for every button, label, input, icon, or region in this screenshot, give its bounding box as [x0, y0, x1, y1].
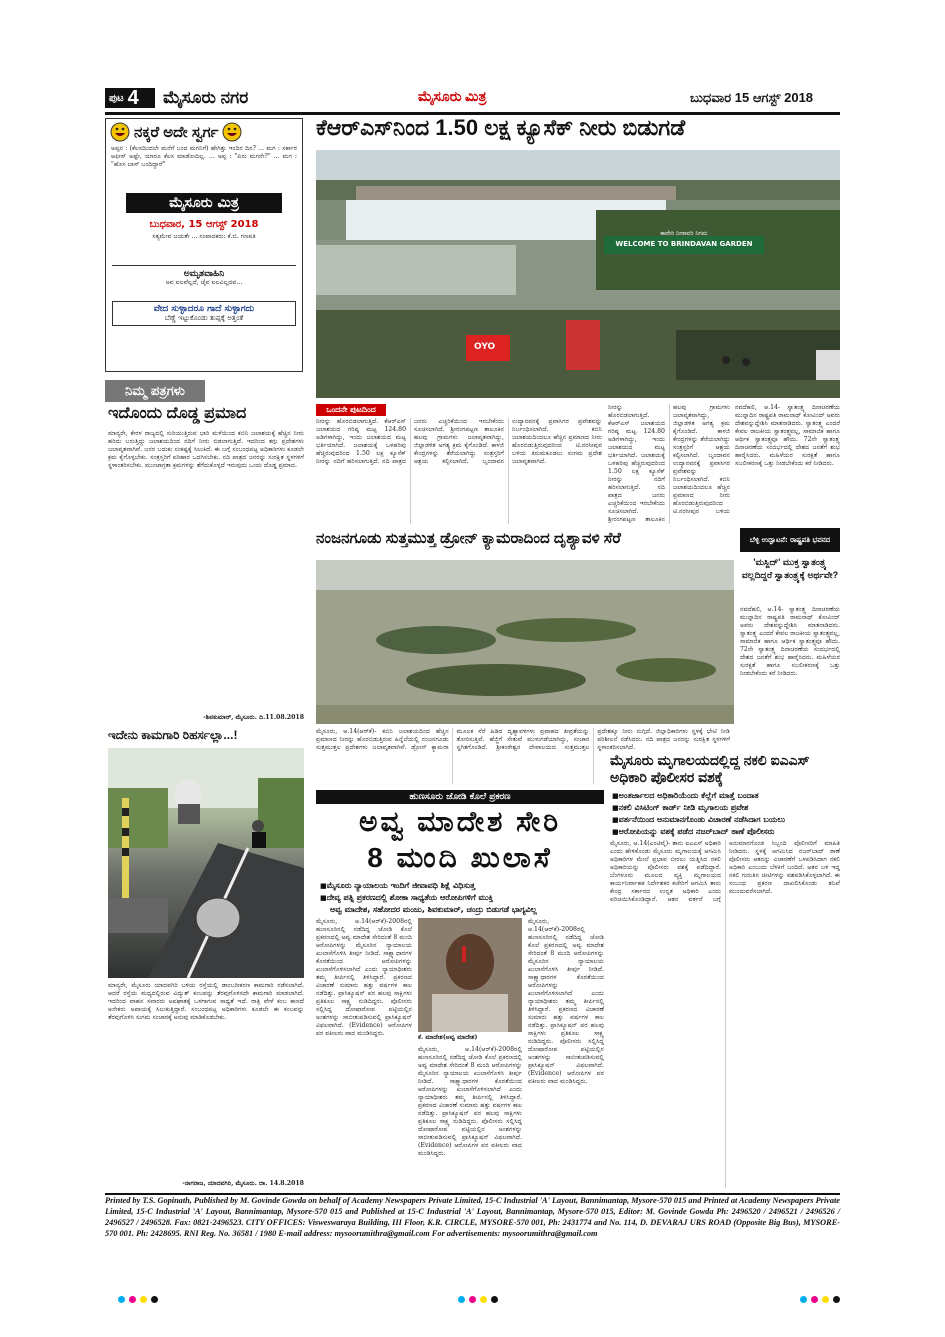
- issue-date: ಬುಧವಾರ 15 ಆಗಸ್ಟ್ 2018: [690, 90, 814, 105]
- main-story-body: ನೀರನ್ನು ಹೊರಬಿಡಲಾಗುತ್ತಿದೆ. ಕೆಆರ್‌ಎಸ್ ಜಲಾಶಯದ ಗರಿಷ್ಠ ಮಟ್ಟ 124.80 ಅಡಿಗಳಾಗಿದ್ದು, ಇಂದು ಜಲಾಶಯದ ಮಟ್ಟ ಭರ್ತಿಯಾಗಿದೆ. ಜಲಾಶಯಕ್ಕೆ ಒಳಹರಿವು ಹೆಚ್ಚಿರುವುದರಿಂದ 1.50 ಲಕ್ಷ ಕ್ಯೂಸೆಕ್ ನೀರನ್ನು ನದಿಗೆ ಹರಿಸಲಾಗುತ್ತಿದೆ. ನದಿ ಪಾತ್ರದ ಜನರು ಎಚ್ಚರಿಕೆಯಿಂದ ಇರಬೇಕೆಂದು ಸೂಚಿಸಲಾಗಿದೆ. ಶ್ರೀರಂಗಪಟ್ಟಣ ತಾಲೂಕಿನ ಹಲವು ಗ್ರಾಮಗಳು ಜಲಾವೃತವಾಗಿದ್ದು, ಜಿಲ್ಲಾಡಳಿತ ಅಗತ್ಯ ಕ್ರಮ ಕೈಗೊಂಡಿದೆ. ಕಾಳಜಿ ಕೇಂದ್ರಗಳನ್ನು ತೆರೆಯಲಾಗಿದ್ದು ಸಂತ್ರಸ್ತರಿಗೆ ಆಶ್ರಯ ಕಲ್ಪಿಸಲಾಗಿದೆ. ಬೃಂದಾವನ ಉದ್ಯಾನವನಕ್ಕೆ ಪ್ರವಾಸಿಗರ ಪ್ರವೇಶವನ್ನು ನಿರ್ಬಂಧಿಸಲಾಗಿದೆ. ಕಬಿನಿ ಜಲಾಶಯದಿಂದಲೂ ಹೆಚ್ಚಿನ ಪ್ರಮಾಣದ ನೀರು ಹೊರಬಿಡುತ್ತಿರುವುದರಿಂದ ಟಿ.ನರಸೀಪುರ ಬಳಿಯ ತಿರುಮಕೂಡಲು ಸಂಗಮ ಪ್ರದೇಶ ಜಲಾವೃತವಾಗಿದೆ.: [316, 418, 602, 465]
- cyan-dot: [800, 1296, 807, 1303]
- black-dot: [151, 1296, 158, 1303]
- letter1-signature: -ಶಿವಕುಮಾರ್, ಮೈಸೂರು. ದಿ.11.08.2018: [203, 714, 304, 721]
- drone-story-body: ಮೈಸೂರು, ಆ.14(ಆರ್‌ಕೆ)- ಕಬಿನಿ ಜಲಾಶಯದಿಂದ ಹೆಚ್ಚಿನ ಪ್ರಮಾಣದ ನೀರನ್ನು ಹೊರಬಿಡುತ್ತಿರುವ ಹಿನ್ನೆಲೆಯಲ್ಲಿ ನಂಜನಗೂಡು ಸುತ್ತಮುತ್ತಲ ಪ್ರದೇಶಗಳು ಜಲಾವೃತವಾಗಿವೆ. ಡ್ರೋನ್ ಕ್ಯಾಮರಾ ಮೂಲಕ ಸೆರೆ ಹಿಡಿದ ದೃಶ್ಯಾವಳಿಗಳು ಪ್ರವಾಹದ ತೀವ್ರತೆಯನ್ನು ತೋರಿಸುತ್ತಿವೆ. ಹೆಜ್ಜಿಗೆ ಸೇತುವೆ ಮುಳುಗಡೆಯಾಗಿದ್ದು, ಸಂಚಾರ ಸ್ಥಗಿತಗೊಂಡಿದೆ. ಶ್ರೀಕಂಠೇಶ್ವರ ದೇವಾಲಯದ ಸುತ್ತಮುತ್ತಲ ಪ್ರದೇಶಕ್ಕೂ ನೀರು ನುಗ್ಗಿದೆ. ಜಿಲ್ಲಾಧಿಕಾರಿಗಳು ಸ್ಥಳಕ್ಕೆ ಭೇಟಿ ನೀಡಿ ಪರಿಶೀಲನೆ ನಡೆಸಿದರು. ನದಿ ಪಾತ್ರದ ಜನರನ್ನು ಸುರಕ್ಷಿತ ಸ್ಥಳಗಳಿಗೆ ಸ್ಥಳಾಂತರಿಸಲಾಗಿದೆ.: [316, 728, 730, 751]
- court-story-body-mid: ಮೈಸೂರು, ಆ.14(ಆರ್‌ಕೆ)-2008ರಲ್ಲಿ ಹುಣಸೂರಿನಲ್ಲಿ ನಡೆದಿದ್ದ ಜೋಡಿ ಕೊಲೆ ಪ್ರಕರಣದಲ್ಲಿ ಅವ್ವ ಮಾದೇಶ ಸೇರಿದಂತೆ 8 ಮಂದಿ ಆರೋಪಿಗಳನ್ನು ಮೈಸೂರಿನ ನ್ಯಾಯಾಲಯ ಖುಲಾಸೆಗೊಳಿಸಿ ತೀರ್ಪು ನೀಡಿದೆ. ಸಾಕ್ಷ್ಯಾಧಾರಗಳ ಕೊರತೆಯಿಂದ ಆರೋಪಿಗಳನ್ನು ಖುಲಾಸೆಗೊಳಿಸಲಾಗಿದೆ ಎಂದು ನ್ಯಾಯಾಧೀಶರು ತಮ್ಮ ತೀರ್ಪಿನಲ್ಲಿ ತಿಳಿಸಿದ್ದಾರೆ. ಪ್ರಕರಣದ ವಿಚಾರಣೆ ಸುಮಾರು ಹತ್ತು ವರ್ಷಗಳ ಕಾಲ ನಡೆದಿತ್ತು. ಪ್ರಾಸಿಕ್ಯೂಷನ್ ಪರ ಹಲವು ಸಾಕ್ಷಿಗಳು ಪ್ರತಿಕೂಲ ಸಾಕ್ಷ್ಯ ನುಡಿದಿದ್ದರು. ಪೊಲೀಸರು ಸಲ್ಲಿಸಿದ್ದ ದೋಷಾರೋಪ ಪಟ್ಟಿಯಲ್ಲಿನ ಅಂಶಗಳನ್ನು ಸಾಬೀತುಪಡಿಸುವಲ್ಲಿ ಪ್ರಾಸಿಕ್ಯೂಷನ್ ವಿಫಲವಾಗಿದೆ. (Evidence) ಆರೋಪಿಗಳ ಪರ ವಕೀಲರು ವಾದ ಮಂಡಿಸಿದ್ದರು.: [418, 1046, 522, 1157]
- paper-name-banner: ಮೈಸೂರು ಮಿತ್ರ: [126, 193, 282, 213]
- court-kicker: ಹುಣಸೂರು ಜೋಡಿ ಕೊಲೆ ಪ್ರಕರಣ: [316, 790, 604, 804]
- box-lines: ಸತ್ಯಮೇವ ಜಯತೇ ... ಸಂಪಾದಕರು: ಕೆ.ಬಿ. ಗಣಪತಿ: [152, 233, 256, 240]
- accused-photo: [418, 918, 522, 1032]
- magenta-dot: [469, 1296, 476, 1303]
- court-subhead-2: ■ ದೇವ್ಯ ಪತ್ನಿ ಪ್ರಕರಣದಲ್ಲಿ ಶೋಕಾ ಸಾಧ್ಯತೆಯ ಆರೋಪಿಗಳಿಗೆ ಮುಕ್ತಿ: [320, 892, 604, 904]
- brindavan-sign-text: WELCOME TO BRINDAVAN GARDEN: [615, 240, 753, 248]
- main-headline: ಕೆಆರ್‌ಎಸ್‌ನಿಂದ 1.50 ಲಕ್ಷ ಕ್ಯೂಸೆಕ್ ನೀರು ಬಿಡುಗಡೆ: [316, 115, 686, 140]
- letter2-signature: -ನಾಗರಾಜ, ಯಾದವಗಿರಿ, ಮೈಸೂರು. ದಾ. 14.8.2018: [182, 1180, 304, 1187]
- registration-marks-right: [800, 1296, 840, 1303]
- side-story-top: [735, 404, 840, 524]
- letter1-text: ಮಾನ್ಯರೇ, ಕೇರಳ ರಾಜ್ಯದಲ್ಲಿ ಸುರಿಯುತ್ತಿರುವ ಭಾರಿ ಮಳೆಯಿಂದ ಕಬಿನಿ ಜಲಾಶಯಕ್ಕೆ ಹೆಚ್ಚಿನ ನೀರು ಹರಿದು ಬರುತ್ತಿದ್ದು ಜಲಾಶಯದಿಂದ ನದಿಗೆ ನೀರು ಬಿಡಲಾಗುತ್ತಿದೆ. ಇದರಿಂದ ತಗ್ಗು ಪ್ರದೇಶಗಳು ಜಲಾವೃತವಾಗಿವೆ. ಜನರ ಬದುಕು ಸಂಕಷ್ಟಕ್ಕೆ ಸಿಲುಕಿದೆ. ಈ ಬಗ್ಗೆ ಸಂಬಂಧಪಟ್ಟ ಅಧಿಕಾರಿಗಳು ಕೂಡಲೇ ಕ್ರಮ ಕೈಗೊಳ್ಳಬೇಕು. ಸಂತ್ರಸ್ತರಿಗೆ ಪರಿಹಾರ ಒದಗಿಸಬೇಕು. ನದಿ ಪಾತ್ರದ ಜನರನ್ನು ಸುರಕ್ಷಿತ ಸ್ಥಳಗಳಿಗೆ ಸ್ಥಳಾಂತರಿಸಬೇಕು. ಮುಂಜಾಗ್ರತಾ ಕ್ರಮಗಳನ್ನು ತೆಗೆದುಕೊಳ್ಳದೆ ಇರುವುದು ಒಂದು ದೊಡ್ಡ ಪ್ರಮಾದ.: [108, 430, 304, 469]
- black-dot: [491, 1296, 498, 1303]
- page-number-box: [105, 88, 155, 108]
- krs-dam-photo: [316, 150, 840, 398]
- zoo-bullet-4: ■ ಆರೋಪಿಯನ್ನು ವಶಕ್ಕೆ ಪಡೆದ ನಜರ್‌ಬಾದ್ ಠಾಣೆ ಪೊಲೀಸರು: [612, 826, 840, 838]
- magenta-dot: [129, 1296, 136, 1303]
- main-story-body-continued: ನೀರನ್ನು ಹೊರಬಿಡಲಾಗುತ್ತಿದೆ. ಕೆಆರ್‌ಎಸ್ ಜಲಾಶಯದ ಗರಿಷ್ಠ ಮಟ್ಟ 124.80 ಅಡಿಗಳಾಗಿದ್ದು, ಇಂದು ಜಲಾಶಯದ ಮಟ್ಟ ಭರ್ತಿಯಾಗಿದೆ. ಜಲಾಶಯಕ್ಕೆ ಒಳಹರಿವು ಹೆಚ್ಚಿರುವುದರಿಂದ 1.50 ಲಕ್ಷ ಕ್ಯೂಸೆಕ್ ನೀರನ್ನು ನದಿಗೆ ಹರಿಸಲಾಗುತ್ತಿದೆ. ನದಿ ಪಾತ್ರದ ಜನರು ಎಚ್ಚರಿಕೆಯಿಂದ ಇರಬೇಕೆಂದು ಸೂಚಿಸಲಾಗಿದೆ. ಶ್ರೀರಂಗಪಟ್ಟಣ ತಾಲೂಕಿನ ಹಲವು ಗ್ರಾಮಗಳು ಜಲಾವೃತವಾಗಿದ್ದು, ಜಿಲ್ಲಾಡಳಿತ ಅಗತ್ಯ ಕ್ರಮ ಕೈಗೊಂಡಿದೆ. ಕಾಳಜಿ ಕೇಂದ್ರಗಳನ್ನು ತೆರೆಯಲಾಗಿದ್ದು ಸಂತ್ರಸ್ತರಿಗೆ ಆಶ್ರಯ ಕಲ್ಪಿಸಲಾಗಿದೆ. ಬೃಂದಾವನ ಉದ್ಯಾನವನಕ್ಕೆ ಪ್ರವಾಸಿಗರ ಪ್ರವೇಶವನ್ನು ನಿರ್ಬಂಧಿಸಲಾಗಿದೆ. ಕಬಿನಿ ಜಲಾಶಯದಿಂದಲೂ ಹೆಚ್ಚಿನ ಪ್ರಮಾಣದ ನೀರು ಹೊರಬಿಡುತ್ತಿರುವುದರಿಂದ ಟಿ.ನರಸೀಪುರ ಬಳಿಯ: [608, 404, 730, 523]
- humor-text: ಅಪ್ಪನ : (ಕೆಲಸದಿಂದಲೇ ಮನೆಗೆ ಬಂದ ಮಗನಿಗೆ) ಹೇಗಿತ್ತು ಇಂದಿನ ದಿನ? ... ಮಗ : ಸರ್ಕಾರ ಆಫೀಸ್ ಅಷ್ಟೇ, ಯಾರೂ ಕೆಲಸ ಮಾಡೋದಿಲ್ಲ. ... ಅಪ್ಪ : "ಏನು ಮಗನೇ?" ... ಮಗ : "ಹೊಸ ಬಾಸ್ ಬಂದಿದ್ದಾರೆ": [111, 145, 297, 168]
- section-title: ಮೈಸೂರು ನಗರ: [163, 88, 249, 107]
- court-headline-2: 8 ಮಂದಿ ಖುಲಾಸೆ: [367, 842, 553, 873]
- zoo-bullets: [612, 790, 840, 838]
- side-story-body: ನವದೆಹಲಿ, ಆ.14- ಸ್ವಾತಂತ್ರ್ಯ ದಿನಾಚರಣೆಯ ಮುನ್ನಾದಿನ ರಾಷ್ಟ್ರಪತಿ ರಾಮನಾಥ್ ಕೋವಿಂದ್ ಅವರು ದೇಶವನ್ನುದ್ದೇಶಿಸಿ ಮಾತನಾಡಿದರು. ಸ್ವಾತಂತ್ರ್ಯ ಎಂದರೆ ಕೇವಲ ರಾಜಕೀಯ ಸ್ವಾತಂತ್ರ್ಯವಲ್ಲ, ಸಾಮಾಜಿಕ ಹಾಗೂ ಆರ್ಥಿಕ ಸ್ವಾತಂತ್ರ್ಯವೂ ಹೌದು. 72ನೇ ಸ್ವಾತಂತ್ರ್ಯ ದಿನಾಚರಣೆಯ ಸಂದರ್ಭದಲ್ಲಿ ದೇಶದ ಜನತೆಗೆ ಶುಭ ಹಾರೈಸಿದರು. ಮಹಿಳೆಯರ ಸುರಕ್ಷತೆ ಹಾಗೂ ಸಬಲೀಕರಣಕ್ಕೆ ಒತ್ತು ನೀಡಬೇಕೆಂದು ಕರೆ ನೀಡಿದರು.: [740, 606, 840, 677]
- side-headline-main: 'ಮಸ್ಜಿದ್' ಮುಕ್ತ ಸ್ವಾತಂತ್ರ್ಯ ವಲ್ಲದಿದ್ದರೆ ಸ್ವಾತಂತ್ರ್ಯಕ್ಕೆ ಅರ್ಥವೇ?: [741, 557, 839, 580]
- amrita-text: ಅವ ಐಲವೆಲ್ಲದೆ, ಜೈವ ಐಲವಿಲ್ಲದವ...: [165, 279, 243, 286]
- letter2-title: ಇದೇನು ಕಾಮಗಾರಿ ರಿಹರ್ಸಲ್ಲಾ...!: [108, 728, 238, 742]
- amrita-box: [112, 265, 296, 295]
- court-subheads: [320, 880, 604, 915]
- yellow-dot: [480, 1296, 487, 1303]
- masthead: ಮೈಸೂರು ಮಿತ್ರ: [418, 90, 487, 105]
- page-number: 4: [127, 86, 139, 109]
- letter2-text: ಮಾನ್ಯರೇ, ಮೈಸೂರು ಯಾದವಗಿರಿ ಬಳಿಯ ರಸ್ತೆಯಲ್ಲಿ ಡಾಂಬರೀಕರಣ ಕಾಮಗಾರಿ ನಡೆಸಲಾಗಿದೆ. ಆದರೆ ರಸ್ತೆಯ ಮಧ್ಯದಲ್ಲಿರುವ ವಿದ್ಯುತ್ ಕಂಬವನ್ನು ತೆರವುಗೊಳಿಸದೇ ಕಾಮಗಾರಿ ಮಾಡಲಾಗಿದೆ. ಇದರಿಂದ ವಾಹನ ಸವಾರರು ಅಪಘಾತಕ್ಕೆ ಒಳಗಾಗುವ ಸಾಧ್ಯತೆ ಇದೆ. ರಾತ್ರಿ ವೇಳೆ ಕಂಬ ಕಾಣದೆ ಅನೇಕರು ಅಪಾಯಕ್ಕೆ ಸಿಲುಕುತ್ತಿದ್ದಾರೆ. ಸಂಬಂಧಪಟ್ಟ ಅಧಿಕಾರಿಗಳು ಕೂಡಲೇ ಈ ಕಂಬವನ್ನು ತೆರವುಗೊಳಿಸಿ ಸುಗಮ ಸಂಚಾರಕ್ಕೆ ಅನುವು ಮಾಡಿಕೊಡಬೇಕು.: [108, 982, 304, 1021]
- court-story-body-right: ಮೈಸೂರು, ಆ.14(ಆರ್‌ಕೆ)-2008ರಲ್ಲಿ ಹುಣಸೂರಿನಲ್ಲಿ ನಡೆದಿದ್ದ ಜೋಡಿ ಕೊಲೆ ಪ್ರಕರಣದಲ್ಲಿ ಅವ್ವ ಮಾದೇಶ ಸೇರಿದಂತೆ 8 ಮಂದಿ ಆರೋಪಿಗಳನ್ನು ಮೈಸೂರಿನ ನ್ಯಾಯಾಲಯ ಖುಲಾಸೆಗೊಳಿಸಿ ತೀರ್ಪು ನೀಡಿದೆ. ಸಾಕ್ಷ್ಯಾಧಾರಗಳ ಕೊರತೆಯಿಂದ ಆರೋಪಿಗಳನ್ನು ಖುಲಾಸೆಗೊಳಿಸಲಾಗಿದೆ ಎಂದು ನ್ಯಾಯಾಧೀಶರು ತಮ್ಮ ತೀರ್ಪಿನಲ್ಲಿ ತಿಳಿಸಿದ್ದಾರೆ. ಪ್ರಕರಣದ ವಿಚಾರಣೆ ಸುಮಾರು ಹತ್ತು ವರ್ಷಗಳ ಕಾಲ ನಡೆದಿತ್ತು. ಪ್ರಾಸಿಕ್ಯೂಷನ್ ಪರ ಹಲವು ಸಾಕ್ಷಿಗಳು ಪ್ರತಿಕೂಲ ಸಾಕ್ಷ್ಯ ನುಡಿದಿದ್ದರು. ಪೊಲೀಸರು ಸಲ್ಲಿಸಿದ್ದ ದೋಷಾರೋಪ ಪಟ್ಟಿಯಲ್ಲಿನ ಅಂಶಗಳನ್ನು ಸಾಬೀತುಪಡಿಸುವಲ್ಲಿ ಪ್ರಾಸಿಕ್ಯೂಷನ್ ವಿಫಲವಾಗಿದೆ. (Evidence) ಆರೋಪಿಗಳ ಪರ ವಕೀಲರು ವಾದ ಮಂಡಿಸಿದ್ದರು.: [528, 918, 604, 1085]
- portrait-image: [418, 918, 522, 1032]
- laughing-face-icon: [222, 122, 242, 142]
- zoo-headline: ಮೈಸೂರು ಮೃಗಾಲಯದಲ್ಲಿದ್ದ ನಕಲಿ ಐಎಎಸ್ ಅಧಿಕಾರಿ ಪೊಲೀಸರ ವಶಕ್ಕೆ: [610, 752, 810, 785]
- amrita-title: ಅಮೃತವಾಹಿನಿ: [183, 269, 225, 279]
- humor-header: [106, 119, 302, 145]
- letters-banner: ನಿಮ್ಮ ಪತ್ರಗಳು: [105, 380, 205, 402]
- zoo-bullet-3: ■ ವರ್ತನೆಯಿಂದ ಅನುಮಾನಗೊಂಡು ವಿಚಾರಣೆ ನಡೆಸಿದಾಗ ಬಯಲು: [612, 814, 840, 826]
- drone-headline: ನಂಜನಗೂಡು ಸುತ್ತಮುತ್ತ ಡ್ರೋನ್ ಕ್ಯಾಮರಾದಿಂದ ದೃಶ್ಯಾವಳಿ ಸೆರೆ: [316, 530, 621, 547]
- accused-caption: ಕೆ. ಮಾದೇಶ(ಅವ್ವ ಮಾದೇಶ): [418, 1034, 478, 1041]
- letter1-title: ಇದೊಂದು ದೊಡ್ಡ ಪ್ರಮಾದ: [108, 405, 247, 422]
- proverb-box: [112, 301, 296, 326]
- humor-title: ನಕ್ಕರೆ ಅದೇ ಸ್ವರ್ಗ: [134, 123, 219, 141]
- print-imprint: Printed by T.S. Gopinath, Published by M. Govinde Gowda on behalf of Academy Newspapers Private Limited, 15-C Industrial 'A' Layout, Bannimantap, Mysore-570 015 and Printed at Academy Newspapers Private Limited, 15-C Industrial 'A' Layout, Bannimantap, Mysore-570 015 and Published at 15-C Industrial 'A' Layout, Bannimantap, Mysore-570 015, Editor: M. Govinde Gowda Ph: 2496520 / 2496521 / 2496526 / 2496527 / 2496528. Fax: 0821-2496523. CITY OFFICES: Visweswaraya Building, III Floor, K.R. CIRCLE, MYSORE-570 001, Ph: 2431774 and No. 114, D. DEVARAJ URS ROAD (Opposite Big Bus), MYSORE-570 001. Ph: 2428695. RNI Reg. No. 36581 / 1980 E-mail address: mysoorumithra@gmail.com For advertisements: mysoorumithra@gmail.com: [105, 1193, 840, 1287]
- proverb-sub: ಬೆಣ್ಣೆ ಇಟ್ಟುಕೊಂಡು ತುಪ್ಪಕ್ಕೆ ಅತ್ತಂತೆ: [164, 314, 244, 322]
- humor-box: [105, 118, 303, 372]
- cyan-dot: [458, 1296, 465, 1303]
- road-scene-image: [108, 748, 304, 978]
- side-headline-top: ಬೆಳ್ಳಿ ಉದ್ಘಾಟನೆ: ರಾಷ್ಟ್ರಪತಿ ಭವನದ: [740, 528, 840, 552]
- registration-marks-center: [458, 1296, 498, 1303]
- drone-flood-photo: [316, 560, 734, 724]
- dam-scene-image: [316, 150, 840, 398]
- registration-marks-left: [118, 1296, 158, 1303]
- oyo-sign: OYO: [474, 342, 496, 352]
- zoo-bullet-1: ■ ಅಂತರ್ಜಾಲದ ಅಧಿಕಾರಿಯೆಂದು ಕೆಲ್ಲೆಗೆ ಮಾತ್ತೆ ಬಂದಾತ: [612, 790, 840, 802]
- court-subhead-1: ■ ಮೈಸೂರು ನ್ಯಾಯಾಲಯ ಇಂದಿಗೆ ಜೀವಾವಧಿ ಶಿಕ್ಷೆ ವಿಧಿಸುತ್ತ: [320, 880, 604, 892]
- page-label: ಪುಟ: [109, 92, 124, 104]
- magenta-dot: [811, 1296, 818, 1303]
- cyan-dot: [118, 1296, 125, 1303]
- box-date: ಬುಧವಾರ, 15 ಆಗಸ್ಟ್ 2018: [149, 219, 259, 230]
- zoo-story-body: ಮೈಸೂರು, ಆ.14(ಎಂಟಿವೈ)- ತಾನು ಐಎಎಸ್ ಅಧಿಕಾರಿ ಎಂದು ಹೇಳಿಕೊಂಡು ಮೈಸೂರು ಮೃಗಾಲಯಕ್ಕೆ ಆಗಮಿಸಿ ಅಧಿಕಾರಿಗಳ ಮೇಲೆ ಪ್ರಭಾವ ಬೀರಲು ಯತ್ನಿಸಿದ ನಕಲಿ ಅಧಿಕಾರಿಯನ್ನು ಪೊಲೀಸರು ವಶಕ್ಕೆ ಪಡೆದಿದ್ದಾರೆ. ಬೆಂಗಳೂರು ಮೂಲದ ವ್ಯಕ್ತಿ ಮೃಗಾಲಯದ ಕಾರ್ಯನಿರ್ವಾಹಕ ನಿರ್ದೇಶಕರ ಕಚೇರಿಗೆ ಆಗಮಿಸಿ ತಾನು ಕೇಂದ್ರ ಸರ್ಕಾರದ ಉನ್ನತ ಅಧಿಕಾರಿ ಎಂದು ಪರಿಚಯಿಸಿಕೊಂಡಿದ್ದಾನೆ. ಆತನ ವರ್ತನೆ ಬಗ್ಗೆ ಅನುಮಾನಗೊಂಡ ಸಿಬ್ಬಂದಿ ಪೊಲೀಸರಿಗೆ ಮಾಹಿತಿ ನೀಡಿದರು. ಸ್ಥಳಕ್ಕೆ ಆಗಮಿಸಿದ ನಜರ್‌ಬಾದ್ ಠಾಣೆ ಪೊಲೀಸರು ಆತನನ್ನು ವಿಚಾರಣೆಗೆ ಒಳಪಡಿಸಿದಾಗ ನಕಲಿ ಅಧಿಕಾರಿ ಎಂಬುದು ಬೆಳಕಿಗೆ ಬಂದಿದೆ. ಆತನ ಬಳಿ ಇದ್ದ ನಕಲಿ ಗುರುತಿನ ಚೀಟಿಗಳನ್ನು ವಶಪಡಿಸಿಕೊಳ್ಳಲಾಗಿದೆ. ಈ ಸಂಬಂಧ ಪ್ರಕರಣ ದಾಖಲಿಸಿಕೊಂಡು ತನಿಖೆ ಮುಂದುವರೆಸಲಾಗಿದೆ.: [610, 840, 840, 903]
- zoo-bullet-2: ■ ನಕಲಿ ವಿಸಿಟಿಂಗ್ ಕಾರ್ಡ್ ನೀಡಿ ಮೃಗಾಲಯ ಪ್ರವೇಶ: [612, 802, 840, 814]
- flood-aerial-image: [316, 560, 734, 724]
- road-photo: [108, 748, 304, 978]
- proverb-line: ವೇದ ಸುಳ್ಳಾದರೂ ಗಾದೆ ಸುಳ್ಳಾಗದು: [153, 304, 255, 314]
- yellow-dot: [822, 1296, 829, 1303]
- court-story-body-left: ಮೈಸೂರು, ಆ.14(ಆರ್‌ಕೆ)-2008ರಲ್ಲಿ ಹುಣಸೂರಿನಲ್ಲಿ ನಡೆದಿದ್ದ ಜೋಡಿ ಕೊಲೆ ಪ್ರಕರಣದಲ್ಲಿ ಅವ್ವ ಮಾದೇಶ ಸೇರಿದಂತೆ 8 ಮಂದಿ ಆರೋಪಿಗಳನ್ನು ಮೈಸೂರಿನ ನ್ಯಾಯಾಲಯ ಖುಲಾಸೆಗೊಳಿಸಿ ತೀರ್ಪು ನೀಡಿದೆ. ಸಾಕ್ಷ್ಯಾಧಾರಗಳ ಕೊರತೆಯಿಂದ ಆರೋಪಿಗಳನ್ನು ಖುಲಾಸೆಗೊಳಿಸಲಾಗಿದೆ ಎಂದು ನ್ಯಾಯಾಧೀಶರು ತಮ್ಮ ತೀರ್ಪಿನಲ್ಲಿ ತಿಳಿಸಿದ್ದಾರೆ. ಪ್ರಕರಣದ ವಿಚಾರಣೆ ಸುಮಾರು ಹತ್ತು ವರ್ಷಗಳ ಕಾಲ ನಡೆದಿತ್ತು. ಪ್ರಾಸಿಕ್ಯೂಷನ್ ಪರ ಹಲವು ಸಾಕ್ಷಿಗಳು ಪ್ರತಿಕೂಲ ಸಾಕ್ಷ್ಯ ನುಡಿದಿದ್ದರು. ಪೊಲೀಸರು ಸಲ್ಲಿಸಿದ್ದ ದೋಷಾರೋಪ ಪಟ್ಟಿಯಲ್ಲಿನ ಅಂಶಗಳನ್ನು ಸಾಬೀತುಪಡಿಸುವಲ್ಲಿ ಪ್ರಾಸಿಕ್ಯೂಷನ್ ವಿಫಲವಾಗಿದೆ. (Evidence) ಆರೋಪಿಗಳ ಪರ ವಕೀಲರು ವಾದ ಮಂಡಿಸಿದ್ದರು.: [316, 918, 412, 1037]
- court-headline-1: ಅವ್ವ ಮಾದೇಶ ಸೇರಿ: [359, 806, 561, 837]
- court-subhead-3: ಅವ್ವ ಮಾದೇಶ, ಸಹೋದರ ಮಂಜು, ಶಿವಕುಮಾರ್, ಚಂದ್ರು ಬಿಡುಗಡೆ ಭಾಗ್ಯವಿಲ್ಲ: [330, 905, 537, 914]
- side-story-body-top: ನವದೆಹಲಿ, ಆ.14- ಸ್ವಾತಂತ್ರ್ಯ ದಿನಾಚರಣೆಯ ಮುನ್ನಾದಿನ ರಾಷ್ಟ್ರಪತಿ ರಾಮನಾಥ್ ಕೋವಿಂದ್ ಅವರು ದೇಶವನ್ನುದ್ದೇಶಿಸಿ ಮಾತನಾಡಿದರು. ಸ್ವಾತಂತ್ರ್ಯ ಎಂದರೆ ಕೇವಲ ರಾಜಕೀಯ ಸ್ವಾತಂತ್ರ್ಯವಲ್ಲ, ಸಾಮಾಜಿಕ ಹಾಗೂ ಆರ್ಥಿಕ ಸ್ವಾತಂತ್ರ್ಯವೂ ಹೌದು. 72ನೇ ಸ್ವಾತಂತ್ರ್ಯ ದಿನಾಚರಣೆಯ ಸಂದರ್ಭದಲ್ಲಿ ದೇಶದ ಜನತೆಗೆ ಶುಭ ಹಾರೈಸಿದರು. ಮಹಿಳೆಯರ ಸುರಕ್ಷತೆ ಹಾಗೂ ಸಬಲೀಕರಣಕ್ಕೆ ಒತ್ತು ನೀಡಬೇಕೆಂದು ಕರೆ ನೀಡಿದರು.: [735, 404, 840, 467]
- laughing-face-icon: [110, 122, 130, 142]
- brindavan-sign-text-kn: ಕಾವೇರಿ ನೀರಾವರಿ ನಿಗಮ: [660, 230, 708, 237]
- yellow-dot: [140, 1296, 147, 1303]
- continued-kicker: ಒಂದನೇ ಪುಟದಿಂದ: [316, 404, 386, 416]
- black-dot: [833, 1296, 840, 1303]
